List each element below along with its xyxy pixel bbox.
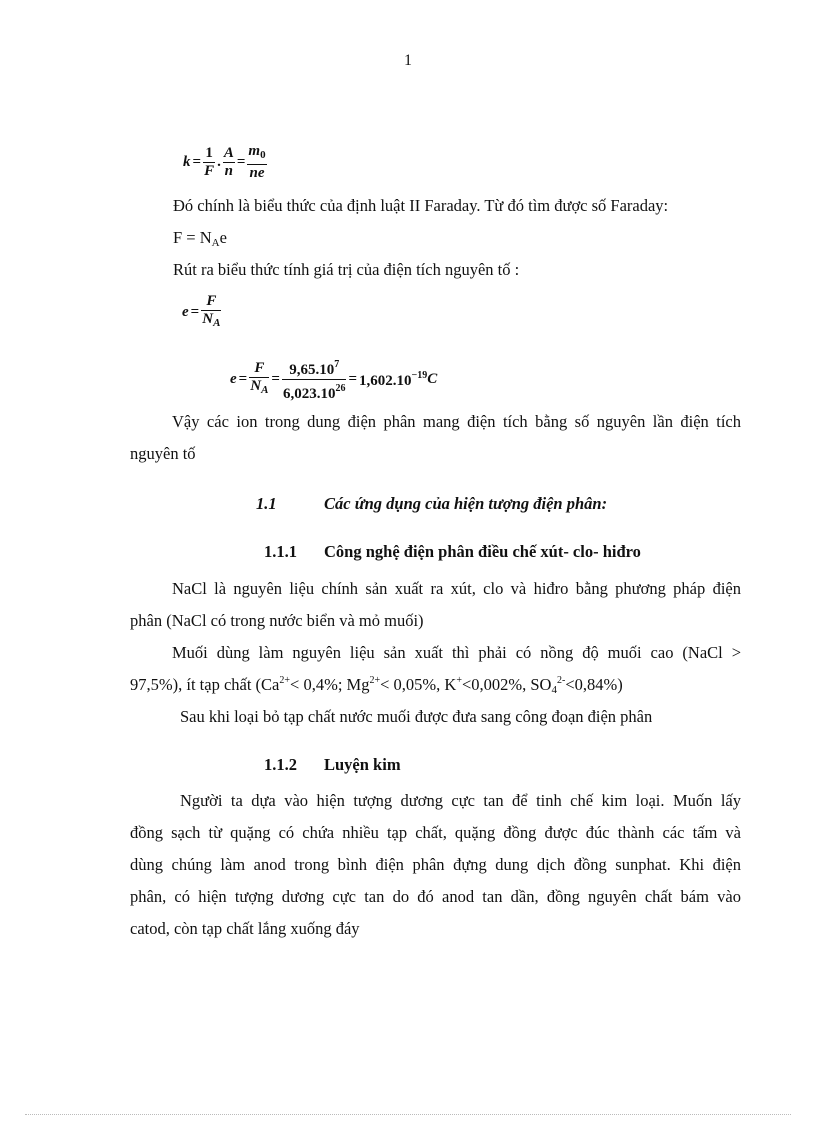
- subheading-number: 1.1.2: [264, 755, 297, 774]
- text-line: Đó chính là biểu thức của định luật II Faraday. Từ đó tìm được số Faraday:: [173, 196, 669, 215]
- fraction-1-over-f: $\frac{1}{F}$: [204, 145, 215, 179]
- footer-divider: [25, 1114, 791, 1115]
- paragraph-line: phân, có hiện tượng dương cực tan do đó anod tan dần, đồng nguyên chất bám vào: [130, 887, 741, 906]
- paragraph-line: dùng chúng làm anod trong bình điện phân đựng dung dịch đồng sunphat. Khi điện: [130, 855, 741, 874]
- paragraph-line: đồng sạch từ quặng có chứa nhiều tạp chất, quặng đồng được đúc thành các tấm và: [130, 823, 741, 842]
- subheading-title: Luyện kim: [324, 755, 401, 774]
- paragraph-line: Sau khi loại bỏ tạp chất nước muối được đưa sang công đoạn điện phân: [180, 707, 653, 726]
- fraction-f-over-na: $\frac{F}{N_A}$: [202, 293, 221, 329]
- paragraph-line-impurities: 97,5%), ít tạp chất ($Ca^{2+}< 0,4\%$; $Mg^{2+}< 0,05\%$, K+<0,002%, $SO_4^{2-}<0,84\%$): [130, 675, 623, 696]
- paragraph-line: Người ta dựa vào hiện tượng dương cực tan để tinh chế kim loại. Muốn lấy: [180, 791, 741, 810]
- fraction-f-over-na: $\frac{F}{N_A}$: [250, 360, 269, 396]
- subheading-title: Công nghệ điện phân điều chế xút- clo- hiđro: [324, 542, 641, 561]
- fraction-m0-over-ne: $\frac{m_0}{ne}$: [248, 143, 266, 181]
- paragraph-line: nguyên tố: [130, 444, 196, 463]
- paragraph-line: catod, còn tạp chất lắng xuống đáy: [130, 919, 360, 938]
- formula-e-definition: e = $\frac{F}{N_A}$: [182, 293, 221, 332]
- heading-title: Các ứng dụng của hiện tượng điện phân:: [324, 494, 608, 513]
- paragraph-line: NaCl là nguyên liệu chính sản xuất ra xút, clo và hiđro bằng phương pháp điện: [172, 579, 741, 598]
- subheading-number: 1.1.1: [264, 542, 297, 561]
- paragraph-line: phân (NaCl có trong nước biển và mỏ muối): [130, 611, 424, 630]
- formula-faraday-k: k = $\frac{1}{F}$ . $\frac{A}{n}$ = $\frac{m_0}{ne}$: [183, 143, 266, 181]
- fraction-numeric: $\frac{9,65.10^7}{6,023.10^{26}}$: [282, 356, 347, 403]
- fraction-a-over-n: $\frac{A}{n}$: [223, 145, 234, 179]
- page-number: 1: [404, 52, 412, 69]
- heading-number: 1.1: [256, 494, 277, 513]
- text-line: Rút ra biểu thức tính giá trị của điện tích nguyên tố :: [173, 260, 520, 279]
- text-line-faraday-constant: $F = N_Ae$: [173, 228, 227, 249]
- formula-k-lhs: k: [183, 154, 191, 170]
- paragraph-line: Vậy các ion trong dung điện phân mang điện tích bằng số nguyên lần điện tích: [172, 412, 741, 431]
- formula-e-value: e = $\frac{F}{N_A}$ = $\frac{9,65.10^7}{6,023.10^{26}}$ = $1,602.10^{-19}C$: [230, 356, 437, 403]
- paragraph-line: Muối dùng làm nguyên liệu sản xuất thì phải có nồng độ muối cao (NaCl >: [172, 643, 741, 662]
